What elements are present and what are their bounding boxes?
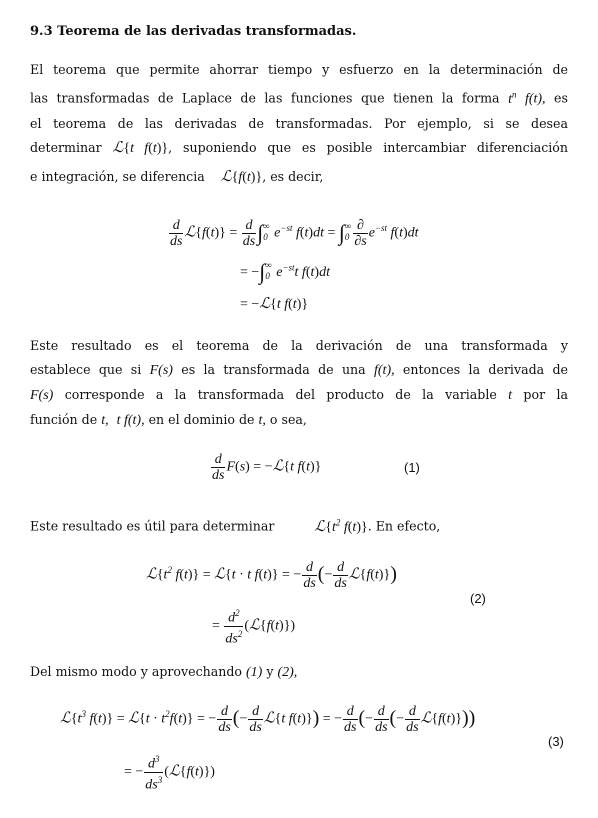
para1-line2: las transformadas de Laplace de las funciones que tienen la forma $t^n$ f(t), es xyxy=(30,89,568,107)
para4-line1: Del mismo modo y aprovechando (1) y (2), xyxy=(30,664,298,680)
equation-number-2: (2) xyxy=(470,591,486,606)
para2-line3: F(s) corresponde a la transformada del producto de la variable t por la xyxy=(30,387,568,403)
para1-line4: determinar ℒ{t f(t)}, suponiendo que es posible intercambiar diferenciación xyxy=(30,139,569,156)
equation-2-line2: = $\frac{d^2}{ds^2}$ (ℒ{f(t)}) xyxy=(212,608,296,647)
equation-derivative-transform-line1: $\frac{d}{ds}$ ℒ{f(t)} = $\frac{d}{ds}$ ∫ ∞ 0 $e^{-st}$ f(t)dt = ∫ ∞ 0 $\frac{\partial}{\partial s}$ $e^{-st}$ f(t)dt xyxy=(170,218,419,249)
equation-2-line1: $ℒ\{t^2$ f(t)} = ℒ{t · t f(t)} = − $\frac{d}{ds}$ (− $\frac{d}{ds}$ ℒ{f(t)}) xyxy=(146,560,397,591)
para2-line4: función de t, t f(t), en el dominio de t, o sea, xyxy=(30,412,307,428)
equation-number-3: (3) xyxy=(548,734,564,749)
equation-derivative-transform-line3: = −ℒ{t f(t)} xyxy=(240,296,309,312)
section-heading: 9.3 Teorema de las derivadas transformadas. xyxy=(30,24,357,39)
para3-line1: Este resultado es útil para determinar $ℒ\{t^2$ f(t)}. En efecto, xyxy=(30,517,441,535)
inline-formula-laplace-tft: ℒ{t f(t)} xyxy=(112,139,169,156)
para1-line1: El teorema que permite ahorrar tiempo y esfuerzo en la determinación de xyxy=(30,62,568,77)
paragraph-theorem xyxy=(30,334,568,433)
paragraph-useful-result xyxy=(30,510,568,540)
para2-line1: Este resultado es el teorema de la derivación de una transformada y xyxy=(30,338,568,353)
equation-number-1: (1) xyxy=(404,460,420,475)
equation-1: $\frac{d}{ds}$ F(s) = −ℒ{t f(t)} xyxy=(212,452,322,483)
para1-line5: e integración, se diferencia ℒ{f(t)}, es decir, xyxy=(30,168,324,185)
para2-line2: establece que si F(s) es la transformada de una f(t), entonces la derivada de xyxy=(30,362,568,378)
inline-formula-laplace-ft: ℒ{f(t)} xyxy=(220,168,263,185)
paragraph-intro xyxy=(30,58,568,190)
inline-formula-laplace-t2ft: $ℒ\{t^2$ f(t)} xyxy=(314,517,368,535)
equation-3-line1: $ℒ\{t^3$ f(t)} = ℒ{t · $t^2f(t)$} = − $\frac{d}{ds}$ (− $\frac{d}{ds}$ ℒ{t f(t)}) = − $\frac{d}{ds}$ (− $\frac{d}{ds}$ (− $\frac{d}{ds}$ ℒ{f(t)})) xyxy=(60,704,476,735)
equation-derivative-transform-line2: = −∫ ∞ 0 $e^{-st}t$ f(t)dt xyxy=(240,259,330,284)
para1-line3: el teorema de las derivadas de transformadas. Por ejemplo, si se desea xyxy=(30,115,568,131)
equation-3-line2: = − $\frac{d^3}{ds^3}$ (ℒ{f(t)}) xyxy=(124,754,215,793)
paragraph-similarly xyxy=(30,660,568,685)
